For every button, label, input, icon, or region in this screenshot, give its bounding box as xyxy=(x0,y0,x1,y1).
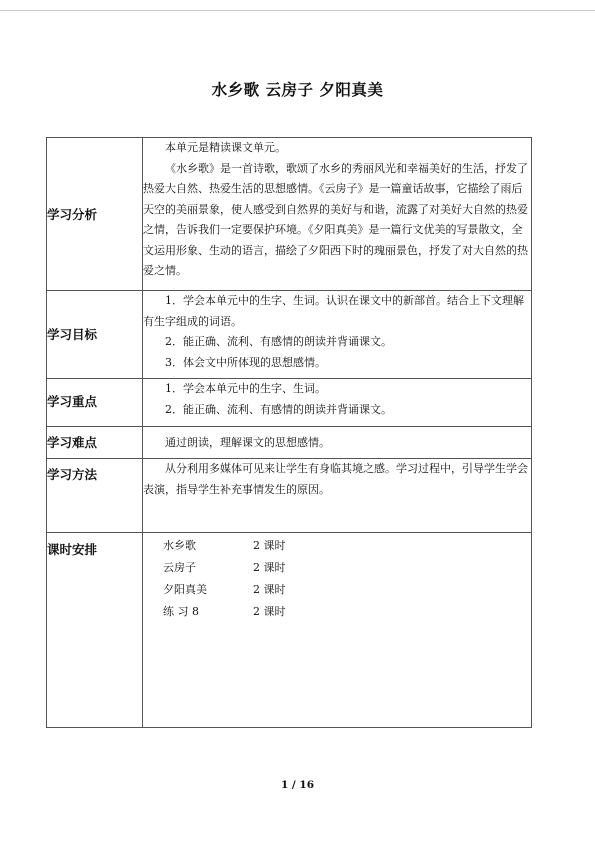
label-methods: 学习方法 xyxy=(47,459,143,533)
schedule-row: 水乡歌 2 课时 xyxy=(163,539,286,552)
content-schedule xyxy=(143,533,532,728)
page-title: 水乡歌 云房子 夕阳真美 xyxy=(211,81,384,99)
row-analysis xyxy=(47,138,532,291)
key-point-item: 1．学会本单元中的生字、生词。 xyxy=(165,382,326,395)
content-methods xyxy=(143,459,532,533)
content-analysis xyxy=(143,138,532,291)
label-difficulties: 学习难点 xyxy=(47,427,143,459)
row-goals xyxy=(47,291,532,379)
row-key-points xyxy=(47,379,532,427)
goal-item: 3．体会文中所体现的思想感情。 xyxy=(165,355,326,369)
row-schedule xyxy=(47,533,532,728)
methods-text: 从分利用多媒体可见来让学生有身临其境之感。学习过程中，引导学生学会表演，指导学生补充事情发生的原因。 xyxy=(143,462,528,496)
difficulties-text: 通过朗读，理解课文的思想感情。 xyxy=(165,436,330,449)
label-goals: 学习目标 xyxy=(47,291,143,379)
analysis-p2: 《水乡歌》是一首诗歌，歌颂了水乡的秀丽风光和幸福美好的生活，抒发了热爱大自然、热爱生活的思想感情。《云房子》是一篇童话故事，它描绘了雨后天空的美丽景象，使人感受到自然界的美好与和谐，流露了对美好大自然的热爱之情，告诉我们一定要保护环境。《夕阳真美》是一篇行文优美的写景散文，全文运用形象、生动的语言，描绘了夕阳西下时的瑰丽景色，抒发了对大自然的热爱之情。 xyxy=(143,161,528,277)
row-methods xyxy=(47,459,532,533)
page-number: 1 / 16 xyxy=(280,779,315,791)
content-difficulties xyxy=(143,427,532,459)
row-difficulties xyxy=(47,427,532,459)
label-schedule: 课时安排 xyxy=(47,533,143,728)
content-key-points xyxy=(143,379,532,427)
label-key-points: 学习重点 xyxy=(47,379,143,427)
schedule-row: 夕阳真美 2 课时 xyxy=(163,583,286,596)
label-analysis: 学习分析 xyxy=(47,138,143,291)
analysis-p1: 本单元是精读课文单元。 xyxy=(165,141,286,154)
key-point-item: 2．能正确、流利、有感情的朗读并背诵课文。 xyxy=(165,402,392,416)
goal-item: 2．能正确、流利、有感情的朗读并背诵课文。 xyxy=(165,335,392,348)
lesson-plan-table xyxy=(46,137,532,728)
top-rule xyxy=(0,10,595,11)
schedule-row: 练 习 8 2 课时 xyxy=(163,605,286,618)
goal-item: 1．学会本单元中的生字、生词。认识在课文中的新部首。结合上下文理解有生字组成的词语。 xyxy=(143,294,524,328)
content-goals xyxy=(143,291,532,379)
schedule-row: 云房子 2 课时 xyxy=(163,561,286,574)
